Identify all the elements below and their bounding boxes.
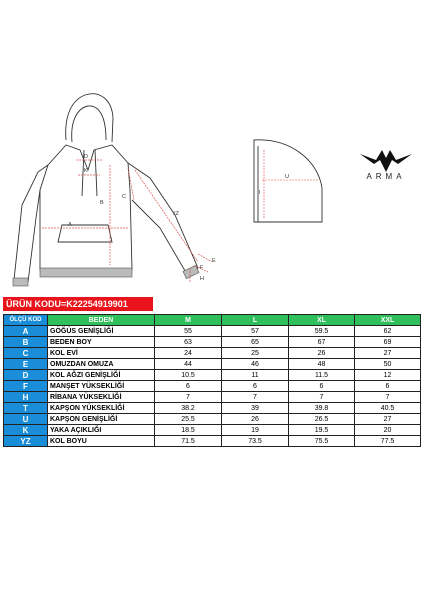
- measurement-value: 7: [222, 392, 289, 403]
- measurement-value: 39: [222, 403, 289, 414]
- measurement-value: 11: [222, 370, 289, 381]
- measurement-value: 46: [222, 359, 289, 370]
- letter-u: U: [285, 174, 289, 180]
- measurement-value: 38.2: [155, 403, 222, 414]
- measurement-value: 67: [289, 337, 355, 348]
- letter-e: E: [212, 258, 216, 264]
- size-code: YZ: [4, 436, 48, 447]
- size-code: T: [4, 403, 48, 414]
- measurement-value: 63: [155, 337, 222, 348]
- measurement-value: 50: [355, 359, 421, 370]
- table-row: [4, 348, 421, 359]
- table-row: [4, 337, 421, 348]
- table-row: [4, 359, 421, 370]
- measurement-value: 71.5: [155, 436, 222, 447]
- measurement-value: 48: [289, 359, 355, 370]
- table-row: [4, 381, 421, 392]
- measurement-value: 44: [155, 359, 222, 370]
- table-row: [4, 326, 421, 337]
- measurement-value: 6: [222, 381, 289, 392]
- table-row: [4, 425, 421, 436]
- header-code: ÖLÇÜ KOD: [4, 315, 48, 326]
- measurement-value: 57: [222, 326, 289, 337]
- measurement-value: 39.8: [289, 403, 355, 414]
- measurement-value: 6: [289, 381, 355, 392]
- measurement-label: KOL EVİ: [48, 348, 155, 359]
- size-code: H: [4, 392, 48, 403]
- table-row: [4, 436, 421, 447]
- letter-d: D: [84, 154, 88, 160]
- letter-yz: YZ: [172, 211, 180, 217]
- measurement-value: 19.5: [289, 425, 355, 436]
- measurement-value: 20: [355, 425, 421, 436]
- measurement-value: 77.5: [355, 436, 421, 447]
- measurement-value: 27: [355, 348, 421, 359]
- letter-i: I: [259, 190, 261, 196]
- measurement-label: BEDEN BOY: [48, 337, 155, 348]
- letter-k: K: [84, 168, 88, 174]
- measurement-label: KAPŞON YÜKSEKLİĞİ: [48, 403, 155, 414]
- measurement-value: 40.5: [355, 403, 421, 414]
- size-code: D: [4, 370, 48, 381]
- size-code: A: [4, 326, 48, 337]
- table-row: [4, 403, 421, 414]
- measurement-value: 26: [222, 414, 289, 425]
- measurement-value: 11.5: [289, 370, 355, 381]
- measurement-value: 75.5: [289, 436, 355, 447]
- measurement-value: 6: [155, 381, 222, 392]
- measurement-value: 62: [355, 326, 421, 337]
- table-row: [4, 392, 421, 403]
- measurement-value: 18.5: [155, 425, 222, 436]
- size-code: U: [4, 414, 48, 425]
- header-l: L: [222, 315, 289, 326]
- table-row: [4, 370, 421, 381]
- header-xl: XL: [289, 315, 355, 326]
- measurement-value: 25.5: [155, 414, 222, 425]
- measurement-label: GÖĞÜS GENİŞLİĞİ: [48, 326, 155, 337]
- brand-name: ARMA: [366, 172, 406, 181]
- measurement-value: 69: [355, 337, 421, 348]
- size-code: B: [4, 337, 48, 348]
- measurement-label: MANŞET YÜKSEKLİĞİ: [48, 381, 155, 392]
- size-code: E: [4, 359, 48, 370]
- letter-c: C: [122, 194, 126, 200]
- measurement-value: 19: [222, 425, 289, 436]
- header-size: BEDEN: [48, 315, 155, 326]
- measurement-label: OMUZDAN OMUZA: [48, 359, 155, 370]
- measurement-value: 26: [289, 348, 355, 359]
- measurement-value: 26.5: [289, 414, 355, 425]
- measurement-label: KAPŞON GENİŞLİĞİ: [48, 414, 155, 425]
- product-code-banner: ÜRÜN KODU=K22254919901: [3, 297, 153, 311]
- measurement-value: 25: [222, 348, 289, 359]
- measurement-value: 10.5: [155, 370, 222, 381]
- measurement-value: 27: [355, 414, 421, 425]
- measurement-value: 73.5: [222, 436, 289, 447]
- size-code: K: [4, 425, 48, 436]
- measurement-value: 6: [355, 381, 421, 392]
- measurement-value: 24: [155, 348, 222, 359]
- letter-b: B: [100, 200, 104, 206]
- measurement-value: 59.5: [289, 326, 355, 337]
- measurement-value: 12: [355, 370, 421, 381]
- measurement-value: 7: [355, 392, 421, 403]
- measurement-label: YAKA AÇIKLIĞI: [48, 425, 155, 436]
- size-code: C: [4, 348, 48, 359]
- header-m: M: [155, 315, 222, 326]
- measurement-label: KOL AĞZI GENİŞLİĞİ: [48, 370, 155, 381]
- measurement-value: 7: [289, 392, 355, 403]
- header-xxl: XXL: [355, 315, 421, 326]
- measurement-value: 65: [222, 337, 289, 348]
- measurement-value: 7: [155, 392, 222, 403]
- table-row: [4, 414, 421, 425]
- size-code: F: [4, 381, 48, 392]
- measurement-label: RİBANA YÜKSEKLİĞİ: [48, 392, 155, 403]
- letter-f: F: [200, 265, 204, 271]
- size-table: [3, 314, 421, 447]
- measurement-label: KOL BOYU: [48, 436, 155, 447]
- letter-h: H: [200, 276, 204, 282]
- table-header-row: [4, 315, 421, 326]
- letter-a: A: [68, 222, 72, 228]
- measurement-value: 55: [155, 326, 222, 337]
